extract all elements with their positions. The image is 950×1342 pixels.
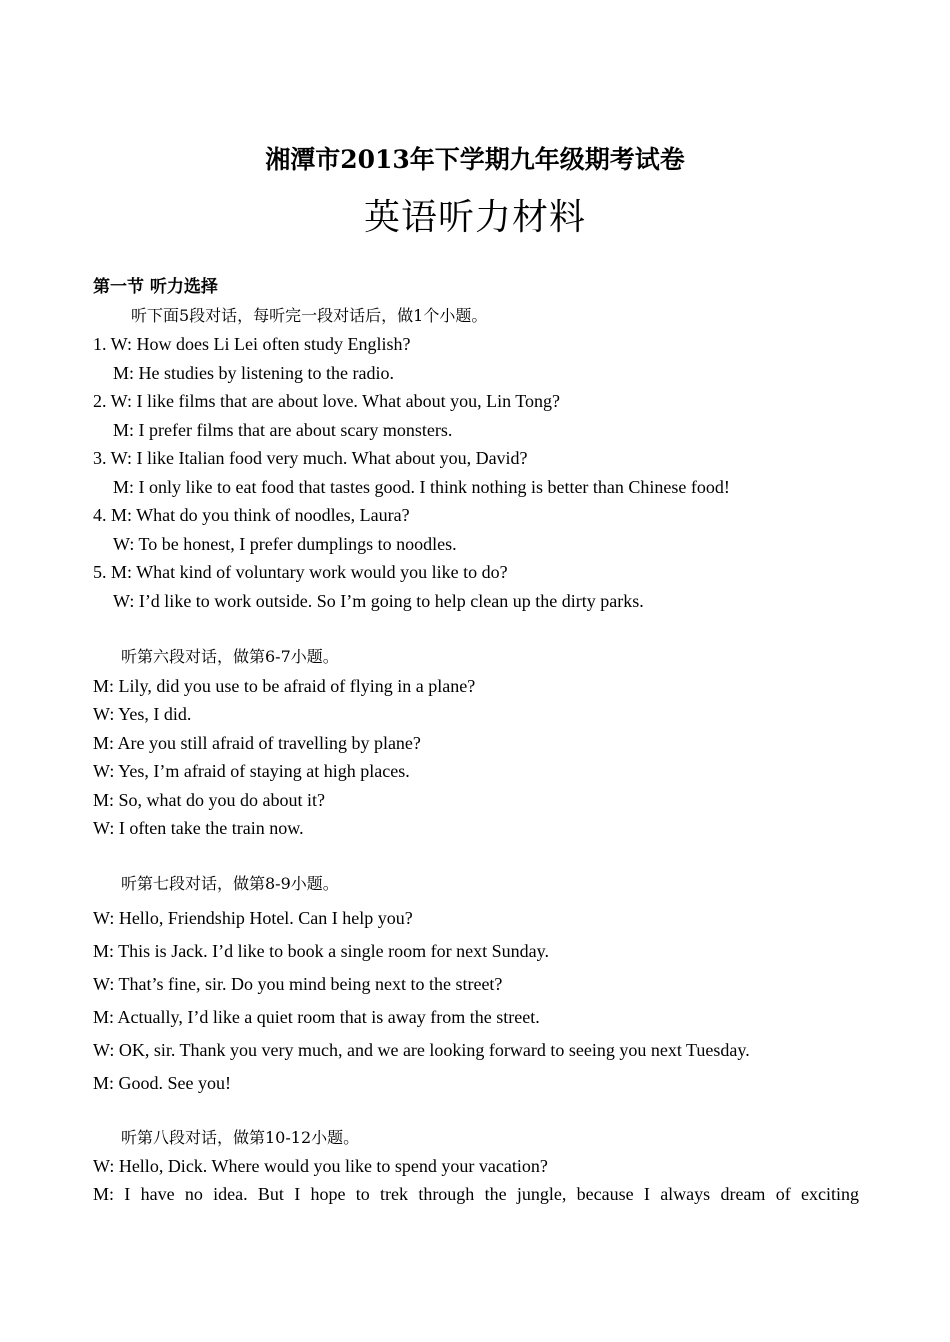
dialog-line-question: 4. M: What do you think of noodles, Laura? [93, 505, 410, 525]
dialog-line-answer: W: I’d like to work outside. So I’m going to help clean up the dirty parks. [113, 591, 644, 611]
dialog-line-answer: W: To be honest, I prefer dumplings to noodles. [113, 534, 457, 554]
dialog7-line: W: OK, sir. Thank you very much, and we are looking forward to seeing you next Tuesday. [93, 1040, 750, 1060]
dialog-line-answer: M: He studies by listening to the radio. [113, 363, 394, 383]
dialog-line-question: 5. M: What kind of voluntary work would you like to do? [93, 562, 508, 582]
dialog7-line: M: This is Jack. I’d like to book a single room for next Sunday. [93, 941, 549, 961]
section-heading: 第一节 听力选择 [93, 277, 218, 297]
dialog8-line: W: Hello, Dick. Where would you like to spend your vacation? [93, 1156, 548, 1176]
dialog6-line: M: Are you still afraid of travelling by plane? [93, 733, 421, 753]
dialog6-line: W: Yes, I did. [93, 704, 192, 724]
section-instruction: 听下面5段对话，每听完一段对话后，做1个小题。 [131, 306, 488, 325]
dialog7-line: W: Hello, Friendship Hotel. Can I help you? [93, 908, 413, 928]
dialog8-instruction: 听第八段对话，做第10-12小题。 [121, 1128, 360, 1147]
dialog-line-answer: M: I prefer films that are about scary monsters. [113, 420, 453, 440]
dialog6-instruction: 听第六段对话，做第6-7小题。 [121, 647, 339, 666]
dialog7-line: M: Good. See you! [93, 1073, 231, 1093]
dialog7-line: W: That’s fine, sir. Do you mind being next to the street? [93, 974, 503, 994]
dialog6-line: W: Yes, I’m afraid of staying at high places. [93, 761, 410, 781]
dialog7-instruction: 听第七段对话，做第8-9小题。 [121, 874, 339, 893]
dialog-line-question: 1. W: How does Li Lei often study English? [93, 334, 411, 354]
dialog-line-answer: M: I only like to eat food that tastes good. I think nothing is better than Chinese food! [113, 477, 730, 497]
dialog-line-question: 3. W: I like Italian food very much. What about you, David? [93, 448, 528, 468]
dialog8-line: M: I have no idea. But I hope to trek through the jungle, because I always dream of exciting [93, 1184, 859, 1204]
dialog6-line: W: I often take the train now. [93, 818, 304, 838]
document-subtitle: 英语听力材料 [363, 197, 586, 238]
dialog7-line: M: Actually, I’d like a quiet room that is away from the street. [93, 1007, 540, 1027]
dialog6-line: M: Lily, did you use to be afraid of flying in a plane? [93, 676, 476, 696]
dialog6-line: M: So, what do you do about it? [93, 790, 325, 810]
document-title: 湘潭市2013年下学期九年级期考试卷 [265, 145, 685, 174]
dialog-line-question: 2. W: I like films that are about love. What about you, Lin Tong? [93, 391, 560, 411]
